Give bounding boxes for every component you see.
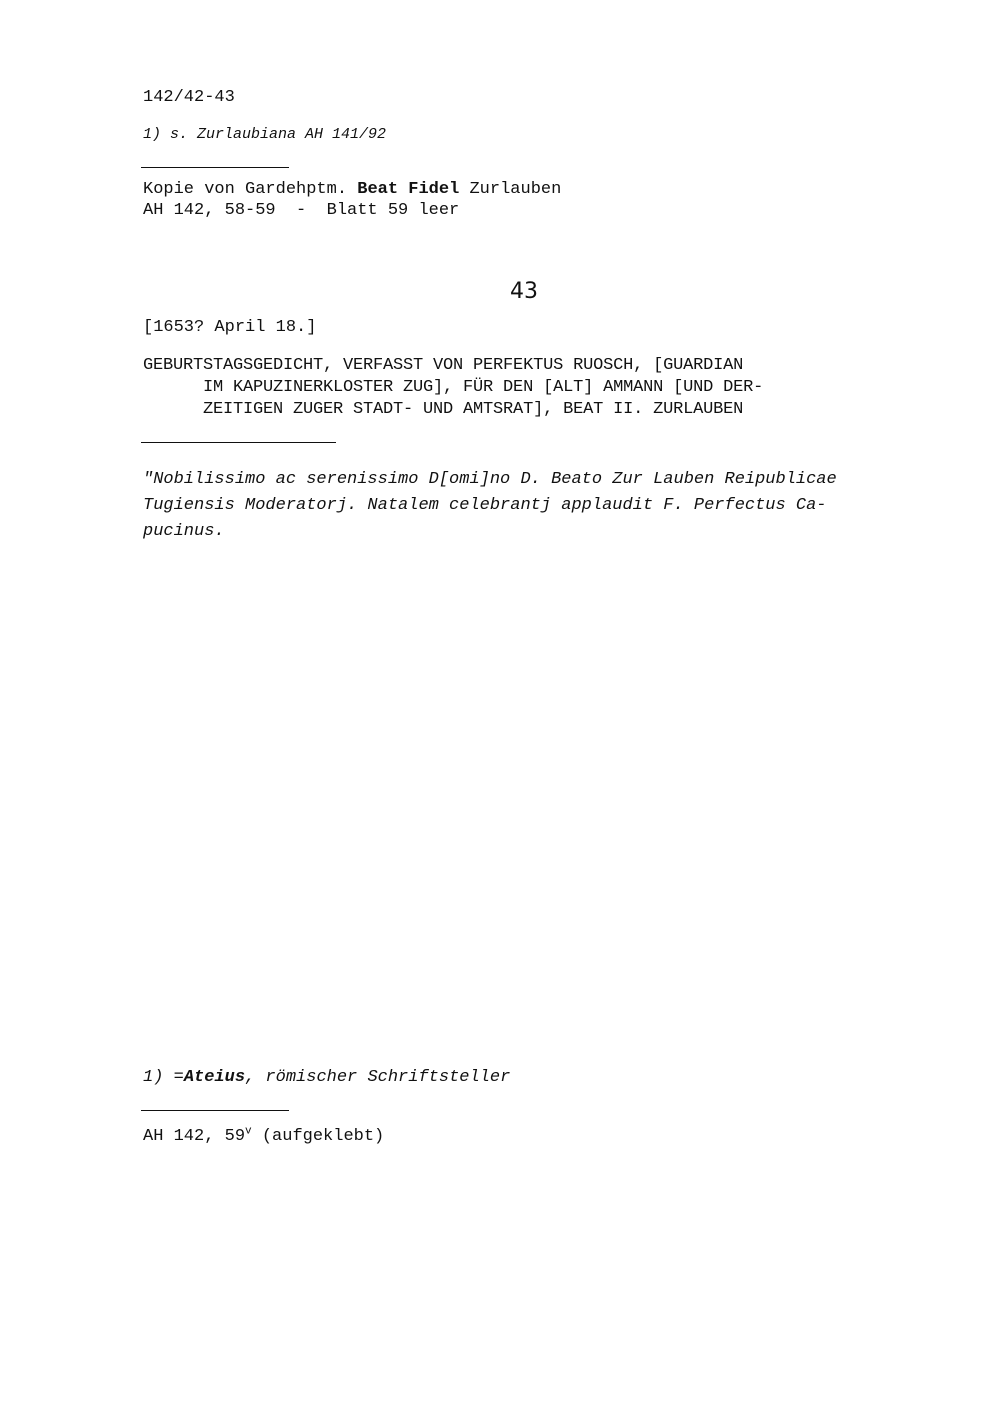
previous-entry-reference: 142/42-43 — [143, 88, 235, 107]
previous-entry-location: AH 142, 58-59 - Blatt 59 leer — [143, 201, 460, 220]
entry-title-line: GEBURTSTAGSGEDICHT, VERFASST VON PERFEKTUS RUOSCH, [GUARDIAN — [143, 356, 744, 375]
previous-entry-source — [143, 179, 561, 200]
source-tail: (aufgeklebt) — [251, 1127, 385, 1146]
footnote-prefix: 1) = — [143, 1068, 184, 1087]
previous-entry-footnote: 1) s. Zurlaubiana AH 141/92 — [143, 126, 387, 143]
entry-number: 43 — [510, 279, 538, 304]
entry-footnote — [143, 1067, 510, 1088]
source-superscript: v — [245, 1125, 252, 1138]
entry-quote-line: "Nobilissimo ac serenissimo D[omi]no D. Beato Zur Lauben Reipublicae — [143, 470, 837, 489]
footnote-suffix: , römischer Schriftsteller — [245, 1068, 511, 1087]
entry-title — [143, 355, 903, 421]
entry-title-line: ZEITIGEN ZUGER STADT- UND AMTSRAT], BEAT II. ZURLAUBEN — [143, 400, 744, 419]
entry-quote-line: Tugiensis Moderatorj. Natalem celebrantj applaudit F. Perfectus Ca- — [143, 496, 827, 515]
source-name-bold: Beat Fidel — [357, 180, 460, 199]
source-prefix: Kopie von Gardehptm. — [143, 180, 358, 199]
source-suffix: Zurlauben — [459, 180, 562, 199]
title-divider — [141, 442, 336, 443]
entry-date: [1653? April 18.] — [143, 318, 317, 337]
entry-title-line: IM KAPUZINERKLOSTER ZUG], FÜR DEN [ALT] AMMANN [UND DER- — [143, 378, 764, 397]
entry-quote-line: pucinus. — [143, 522, 225, 541]
entry-quote — [143, 467, 913, 545]
footnote-bold-term: Ateius — [183, 1068, 246, 1087]
footnote-divider-bottom — [141, 1110, 289, 1111]
footnote-divider — [141, 167, 289, 168]
entry-source — [143, 1126, 384, 1147]
source-main: AH 142, 59 — [143, 1127, 246, 1146]
